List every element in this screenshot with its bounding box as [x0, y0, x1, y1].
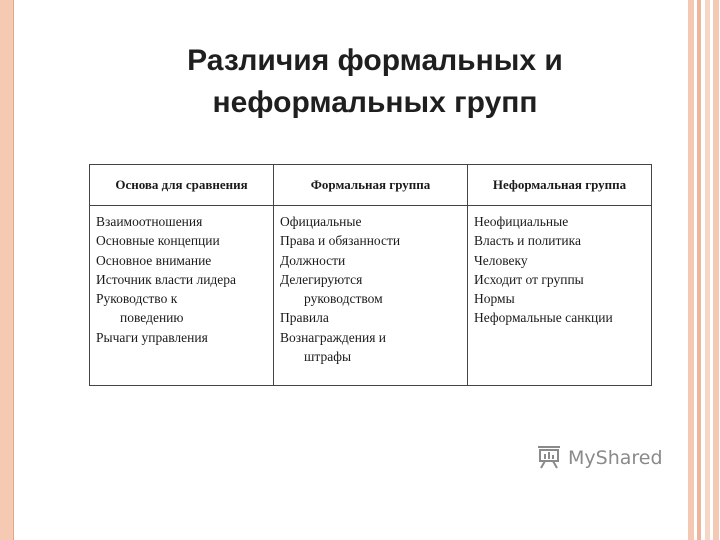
header-informal-group: Неформальная группа — [468, 165, 652, 206]
cell-line: Человеку — [474, 252, 528, 268]
cell-line: Руководство к — [96, 291, 178, 307]
cell-line: Неофициальные — [474, 214, 569, 229]
cell-line: Официальные — [280, 214, 362, 229]
cell-line: Неформальные санкции — [474, 310, 613, 326]
cell-line: Взаимоотношения — [96, 214, 203, 229]
cell-line: Делегируются — [280, 271, 363, 287]
cell-line: Исходит от группы — [474, 271, 584, 287]
cell-line: Основное внимание — [96, 252, 212, 268]
slide-title — [120, 40, 630, 124]
cell-basis-for-comparison — [90, 206, 274, 386]
presentation-board-icon — [536, 443, 562, 474]
comparison-table — [89, 164, 652, 386]
table-header-row — [90, 165, 652, 206]
right-decorative-border — [688, 0, 720, 540]
cell-informal-group — [468, 206, 652, 386]
slide-title-line-2: неформальных групп — [212, 86, 538, 119]
table-row — [90, 206, 652, 386]
left-decorative-border — [0, 0, 14, 540]
slide-title-line-1: Различия формальных и — [187, 44, 563, 77]
cell-line: Права и обязанности — [280, 233, 401, 249]
cell-line: Власть и политика — [474, 233, 581, 249]
cell-line: Рычаги управления — [96, 329, 208, 345]
header-formal-group: Формальная группа — [274, 165, 468, 206]
cell-line: Должности — [280, 252, 346, 268]
cell-line: Вознаграждения и — [280, 329, 387, 345]
cell-line: Правила — [280, 310, 329, 326]
cell-line: поведению — [120, 310, 184, 326]
cell-line: Нормы — [474, 291, 515, 307]
cell-line: штрафы — [304, 349, 352, 365]
cell-formal-group — [274, 206, 468, 386]
cell-line: Основные концепции — [96, 233, 220, 249]
cell-line: руководством — [304, 291, 383, 307]
cell-line: Источник власти лидера — [96, 271, 237, 287]
header-basis-for-comparison: Основа для сравнения — [90, 165, 274, 206]
myshared-watermark — [536, 441, 666, 475]
watermark-text: MyShared — [568, 447, 663, 469]
